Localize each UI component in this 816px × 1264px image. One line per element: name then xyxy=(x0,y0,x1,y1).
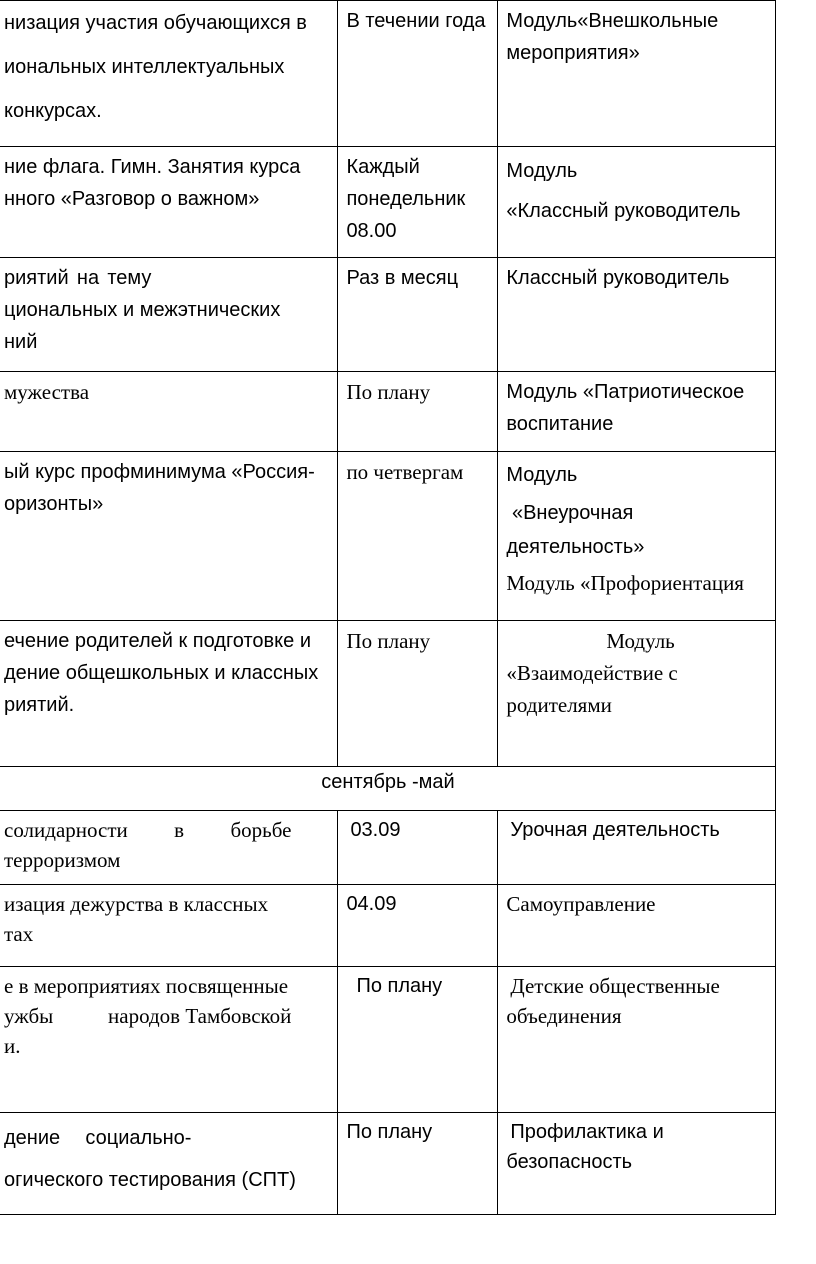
activity-cell xyxy=(0,147,338,258)
table-row xyxy=(0,147,776,258)
activity-word: социально- xyxy=(85,1127,192,1149)
module-line: объединения xyxy=(506,1004,622,1028)
module-line: Урочная деятельность xyxy=(510,819,720,841)
module-line: Классный руководитель xyxy=(506,267,730,289)
table-row xyxy=(0,811,776,885)
date-line: Раз в месяц xyxy=(346,267,459,289)
activity-line: мужества xyxy=(4,380,90,404)
module-line: Детские общественные xyxy=(510,974,720,998)
table-row xyxy=(0,621,776,767)
module-cell xyxy=(498,452,776,621)
activity-word: тему xyxy=(107,267,152,289)
module-cell xyxy=(498,147,776,258)
activity-word: ужбы xyxy=(4,1004,54,1028)
activity-line: ый курс профминимума «Россия- xyxy=(4,461,315,483)
module-line: воспитание xyxy=(506,413,614,435)
activity-line: ние флага. Гимн. Занятия курса xyxy=(4,156,301,178)
date-line: 04.09 xyxy=(346,893,397,915)
date-line: В течении года xyxy=(346,10,486,32)
section-title-cell xyxy=(0,767,776,811)
table-row xyxy=(0,452,776,621)
date-line: По плану xyxy=(346,1121,433,1143)
date-cell xyxy=(338,147,498,258)
module-line: Профилактика и xyxy=(510,1121,664,1143)
date-cell xyxy=(338,1113,498,1215)
date-cell xyxy=(338,258,498,372)
activity-cell xyxy=(0,258,338,372)
activity-word: дение xyxy=(4,1127,61,1149)
module-cell xyxy=(498,1,776,147)
date-cell xyxy=(338,452,498,621)
activity-cell xyxy=(0,1113,338,1215)
module-cell xyxy=(498,258,776,372)
date-cell xyxy=(338,885,498,967)
module-line: Модуль xyxy=(606,629,675,653)
date-line: Каждый xyxy=(346,156,420,178)
module-line: родителями xyxy=(506,693,612,717)
table-row xyxy=(0,967,776,1113)
module-line: Модуль xyxy=(506,464,578,486)
activity-line: конкурсах. xyxy=(4,100,102,122)
activity-line: терроризмом xyxy=(4,848,121,872)
date-cell xyxy=(338,621,498,767)
module-cell xyxy=(498,621,776,767)
module-line: «Внеурочная xyxy=(506,502,634,524)
date-line: 03.09 xyxy=(350,819,401,841)
activity-word: на xyxy=(76,267,100,289)
module-cell xyxy=(498,372,776,452)
activity-line: дение общешкольных и классных xyxy=(4,662,319,684)
date-cell xyxy=(338,1,498,147)
activity-line: огического тестирования (СПТ) xyxy=(4,1169,296,1191)
activity-cell xyxy=(0,967,338,1113)
activity-cell xyxy=(0,885,338,967)
table-row xyxy=(0,885,776,967)
table-row xyxy=(0,1113,776,1215)
module-line: Модуль xyxy=(506,160,578,182)
module-cell xyxy=(498,811,776,885)
date-cell xyxy=(338,372,498,452)
activity-line: и. xyxy=(4,1034,21,1058)
module-line: безопасность xyxy=(506,1151,633,1173)
activity-word: народов Тамбовской xyxy=(108,1004,292,1028)
date-line: по четвергам xyxy=(346,460,464,484)
date-cell xyxy=(338,811,498,885)
activity-line: нного «Разговор о важном» xyxy=(4,188,260,210)
activity-line: ечение родителей к подготовке и xyxy=(4,630,312,652)
date-line: По плану xyxy=(356,975,443,997)
activity-cell xyxy=(0,1,338,147)
activity-cell xyxy=(0,452,338,621)
activity-cell xyxy=(0,372,338,452)
module-line: «Взаимодействие с xyxy=(506,661,678,685)
module-line: Модуль «Патриотическое xyxy=(506,381,745,403)
activity-line: риятий. xyxy=(4,694,75,716)
activity-word: борьбе xyxy=(230,818,292,842)
activity-cell xyxy=(0,811,338,885)
activity-line: циональных и межэтнических xyxy=(4,299,281,321)
activity-word: риятий xyxy=(4,267,69,289)
module-line: Модуль «Профориентация xyxy=(506,571,744,595)
activity-line: низация участия обучающихся в xyxy=(4,12,307,34)
activity-line: е в мероприятиях посвященные xyxy=(4,974,289,998)
section-row xyxy=(0,767,776,811)
module-line: «Классный руководитель xyxy=(506,200,741,222)
module-line: мероприятия» xyxy=(506,42,640,64)
module-line: деятельность» xyxy=(506,536,645,558)
module-line: Модуль«Внешкольные xyxy=(506,10,719,32)
date-line: понедельник xyxy=(346,188,466,210)
activity-word: солидарности xyxy=(4,818,128,842)
date-cell xyxy=(338,967,498,1113)
date-line: По плану xyxy=(346,629,431,653)
activity-line: изация дежурства в классных xyxy=(4,892,269,916)
table-row xyxy=(0,372,776,452)
activity-cell xyxy=(0,621,338,767)
activity-line: тах xyxy=(4,922,34,946)
activity-word: в xyxy=(174,818,185,842)
module-cell xyxy=(498,967,776,1113)
activity-line: ний xyxy=(4,331,38,353)
date-line: 08.00 xyxy=(346,220,397,242)
module-cell xyxy=(498,1113,776,1215)
table-row xyxy=(0,258,776,372)
module-line: Самоуправление xyxy=(506,892,656,916)
activity-line: иональных интеллектуальных xyxy=(4,56,285,78)
module-cell xyxy=(498,885,776,967)
activity-line: оризонты» xyxy=(4,493,104,515)
date-line: По плану xyxy=(346,380,431,404)
section-title: сентябрь -май xyxy=(321,771,455,793)
table-row xyxy=(0,1,776,147)
